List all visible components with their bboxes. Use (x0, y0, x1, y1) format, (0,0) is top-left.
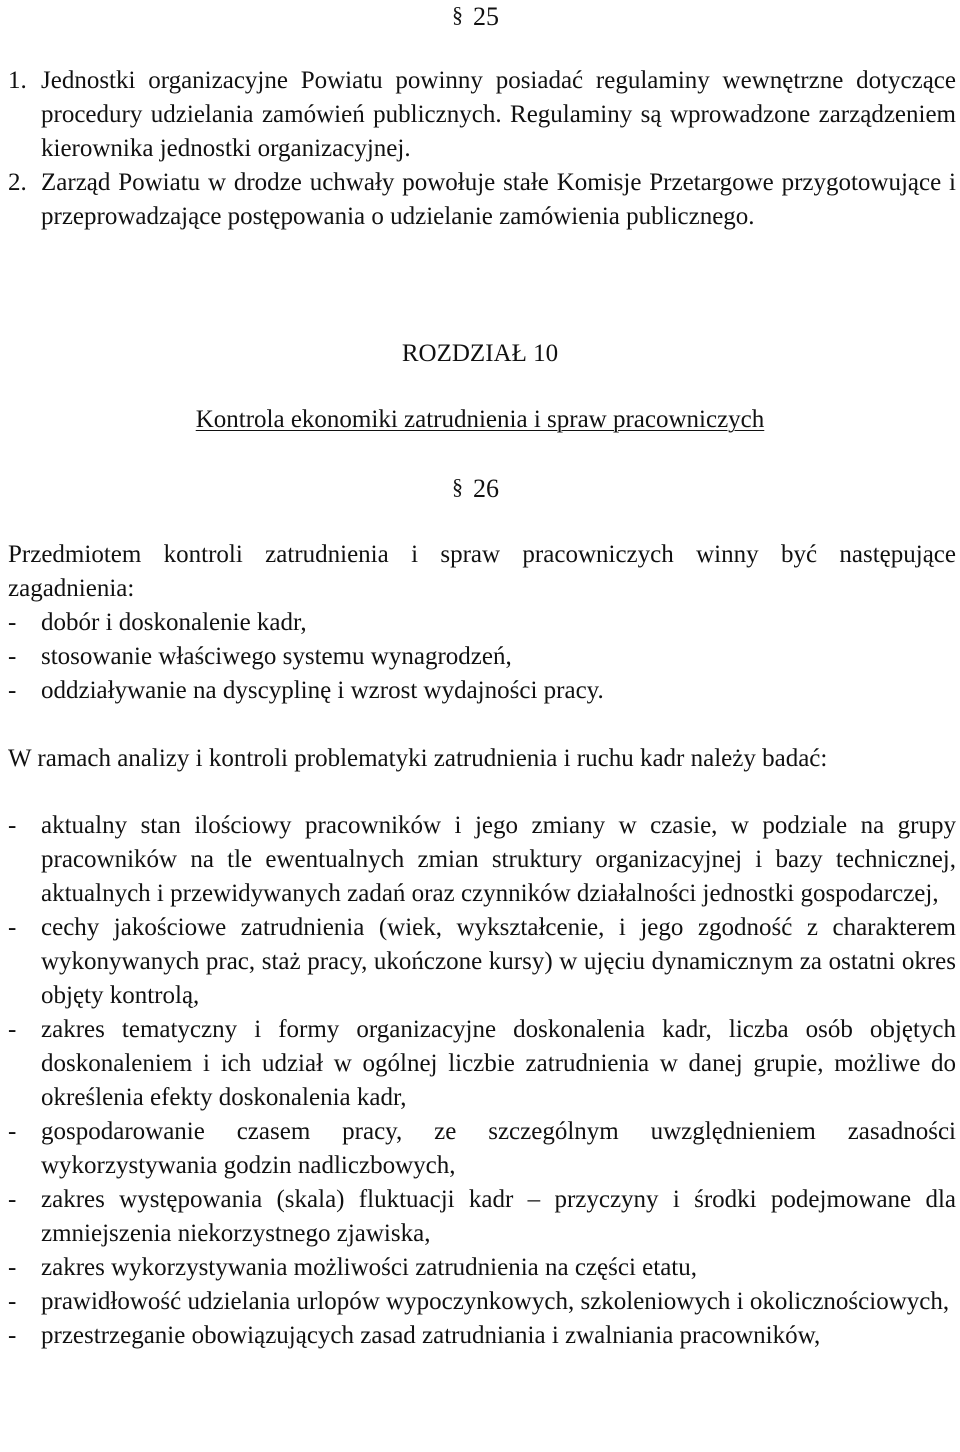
dash-bullet: - (8, 1118, 17, 1145)
list-item (8, 674, 956, 708)
dash-bullet: - (8, 609, 17, 636)
list-item (8, 1319, 956, 1353)
section-number: 26 (473, 474, 499, 503)
list-item-text: prawidłowość udzielania urlopów wypoczynkowych, szkoleniowych i okolicznościowych, (41, 1288, 950, 1315)
dash-bullet: - (8, 677, 17, 704)
dash-bullet: - (8, 1186, 17, 1213)
list-item (8, 1251, 956, 1285)
section-symbol: § (452, 474, 463, 499)
section-25-heading (452, 0, 499, 32)
section-number: 25 (473, 2, 499, 31)
list-item (8, 1115, 956, 1183)
list-item-text: aktualny stan ilościowy pracowników i jego zmiany w czasie, w podziale na grupy pracowników na tle ewentualnych zmian struktury organizacyjnej i bazy technicznej, aktualnych i przewidywanych zadań oraz czynników działalności jednostki gospodarczej, (41, 812, 956, 907)
paragraph-intro: Przedmiotem kontroli zatrudnienia i spraw pracowniczych winny być następujące zagadnienia: (8, 541, 956, 602)
numbered-list (8, 64, 956, 234)
list-item (8, 809, 956, 911)
list-item (8, 1285, 956, 1319)
item-number: 1. (8, 67, 27, 94)
section-26-heading (452, 472, 499, 504)
dash-bullet: - (8, 914, 17, 941)
dash-bullet: - (8, 1254, 17, 1281)
numbered-item-2 (8, 166, 956, 234)
chapter-subtitle: Kontrola ekonomiki zatrudnienia i spraw pracowniczych (195, 406, 765, 433)
list-item (8, 911, 956, 1013)
item-number: 2. (8, 169, 27, 196)
section-symbol: § (452, 2, 463, 27)
list-item (8, 1013, 956, 1115)
numbered-item-1 (8, 64, 956, 166)
dash-bullet: - (8, 1288, 17, 1315)
paragraph-intro: W ramach analizy i kontroli problematyki zatrudnienia i ruchu kadr należy badać: (8, 745, 828, 772)
list-item (8, 1183, 956, 1251)
dash-list (8, 606, 956, 708)
list-item-text: przestrzeganie obowiązujących zasad zatrudniania i zwalniania pracowników, (41, 1322, 821, 1349)
list-item (8, 606, 956, 640)
list-item-text: cechy jakościowe zatrudnienia (wiek, wykształcenie, i jego zgodność z charakterem wykonywanych prac, staż pracy, ukończone kursy) w ujęciu dynamicznym za ostatni okres objęty kontrolą, (41, 914, 956, 1009)
list-item-text: zakres występowania (skala) fluktuacji kadr – przyczyny i środki podejmowane dla zmniejszenia niekorzystnego zjawiska, (41, 1186, 956, 1247)
chapter-title: ROZDZIAŁ 10 (401, 340, 559, 367)
dash-bullet: - (8, 1016, 17, 1043)
list-item (8, 640, 956, 674)
item-text: Zarząd Powiatu w drodze uchwały powołuje stałe Komisje Przetargowe przygotowujące i przeprowadzające postępowania o udzielanie zamówienia publicznego. (41, 169, 956, 230)
dash-list (8, 809, 956, 1353)
item-text: Jednostki organizacyjne Powiatu powinny posiadać regulaminy wewnętrzne dotyczące procedury udzielania zamówień publicznych. Regulaminy są wprowadzone zarządzeniem kierownika jednostki organizacyjnej. (41, 67, 956, 162)
dash-bullet: - (8, 643, 17, 670)
list-item-text: zakres wykorzystywania możliwości zatrudnienia na części etatu, (41, 1254, 697, 1281)
list-item-text: gospodarowanie czasem pracy, ze szczególnym uwzględnieniem zasadności wykorzystywania godzin nadliczbowych, (41, 1118, 956, 1179)
list-item-text: oddziaływanie na dyscyplinę i wzrost wydajności pracy. (41, 677, 604, 704)
dash-bullet: - (8, 1322, 17, 1349)
list-item-text: dobór i doskonalenie kadr, (41, 609, 307, 636)
dash-bullet: - (8, 812, 17, 839)
list-item-text: zakres tematyczny i formy organizacyjne doskonalenia kadr, liczba osób objętych doskonaleniem i ich udział w ogólnej liczbie zatrudnienia w danej grupie, możliwe do określenia efekty doskonalenia kadr, (41, 1016, 956, 1111)
list-item-text: stosowanie właściwego systemu wynagrodzeń, (41, 643, 512, 670)
